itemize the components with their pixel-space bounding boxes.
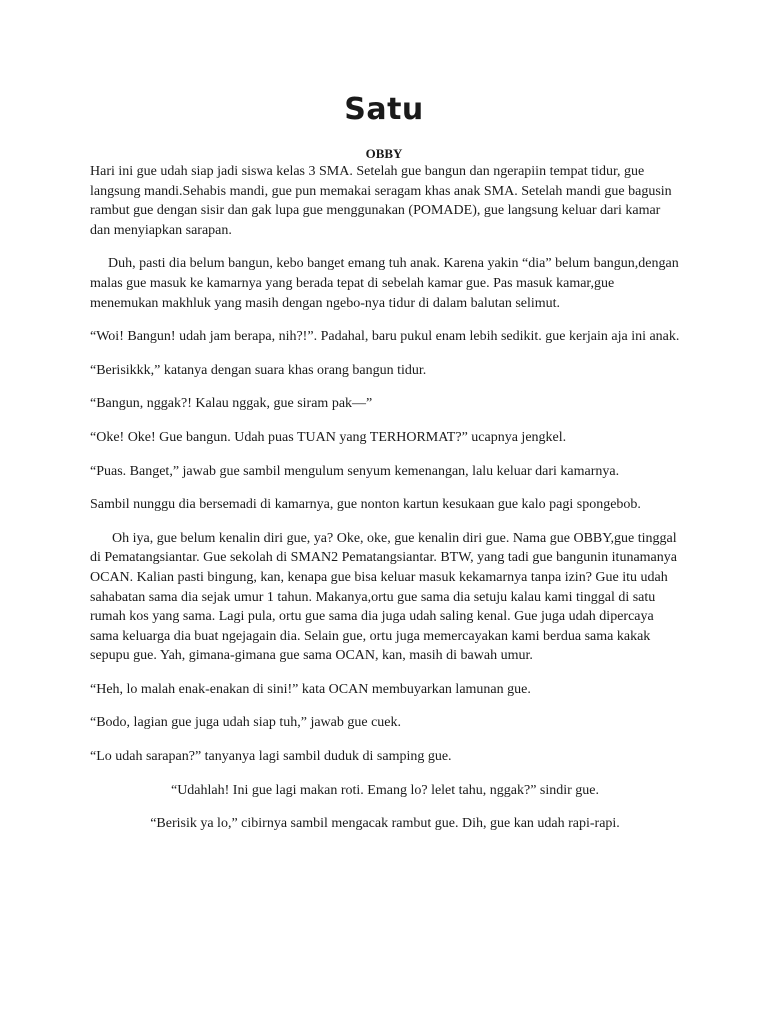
document-body bbox=[90, 162, 680, 848]
paragraph: Duh, pasti dia belum bangun, kebo banget emang tuh anak. Karena yakin “dia” belum bangun,dengan malas gue masuk ke kamarnya yang berada tepat di sebelah kamar gue. Pas masuk kamar,gue menemukan makhluk yang masih dengan ngebo-nya tidur di dalam balutan selimut. bbox=[90, 256, 679, 311]
paragraph: “Bodo, lagian gue juga udah siap tuh,” jawab gue cuek. bbox=[90, 715, 402, 731]
paragraph: “Udahlah! Ini gue lagi makan roti. Emang lo? lelet tahu, nggak?” sindir gue. bbox=[170, 782, 600, 798]
paragraph: Hari ini gue udah siap jadi siswa kelas 3 SMA. Setelah gue bangun dan ngerapiin tempat tidur, gue langsung mandi.Sehabis mandi, gue pun memakai seragam khas anak SMA. Setelah mandi gue bagusin rambut gue dengan sisir dan gak lupa gue menggunakan (POMADE), gue langsung keluar dari kamar dan menyiapkan sarapan. bbox=[90, 164, 672, 238]
paragraph: “Berisikkk,” katanya dengan suara khas orang bangun tidur. bbox=[90, 362, 427, 378]
paragraph: “Oke! Oke! Gue bangun. Udah puas TUAN yang TERHORMAT?” ucapnya jengkel. bbox=[90, 429, 567, 445]
paragraph: “Heh, lo malah enak-enakan di sini!” kata OCAN membuyarkan lamunan gue. bbox=[90, 681, 531, 697]
paragraph: “Woi! Bangun! udah jam berapa, nih?!”. Padahal, baru pukul enam lebih sedikit. gue kerjain aja ini anak. bbox=[90, 329, 680, 345]
paragraph: Oh iya, gue belum kenalin diri gue, ya? Oke, oke, gue kenalin diri gue. Nama gue OBBY,gue tinggal di Pematangsiantar. Gue sekolah di SMAN2 Pematangsiantar. BTW, yang tadi gue bangunin itunamanya OCAN. Kalian pasti bingung, kan, kenapa gue bisa keluar masuk kekamarnya tanpa izin? Gue itu udah sahabatan sama dia sejak umur 1 tahun. Makanya,ortu gue sama dia setuju kalau kami tinggal di satu rumah kos yang sama. Lagi pula, ortu gue sama dia juga udah saling kenal. Gue juga udah dipercaya sama keluarga dia buat ngejagain dia. Selain gue, ortu juga memercayakan kami berdua sama kakak sepupu gue. Yah, gimana-gimana gue sama OCAN, kan, masih di bawah umur. bbox=[90, 530, 677, 664]
paragraph: Sambil nunggu dia bersemadi di kamarnya, gue nonton kartun kesukaan gue kalo pagi spongebob. bbox=[90, 497, 641, 513]
paragraph: “Puas. Banget,” jawab gue sambil mengulum senyum kemenangan, lalu keluar dari kamarnya. bbox=[90, 463, 620, 479]
paragraph: “Bangun, nggak?! Kalau nggak, gue siram pak—” bbox=[90, 396, 373, 412]
paragraph: “Lo udah sarapan?” tanyanya lagi sambil duduk di samping gue. bbox=[90, 749, 452, 765]
paragraph: “Berisik ya lo,” cibirnya sambil mengacak rambut gue. Dih, gue kan udah rapi-rapi. bbox=[150, 816, 620, 832]
document-title: Satu bbox=[344, 92, 424, 127]
document-subtitle: OBBY bbox=[365, 146, 403, 161]
